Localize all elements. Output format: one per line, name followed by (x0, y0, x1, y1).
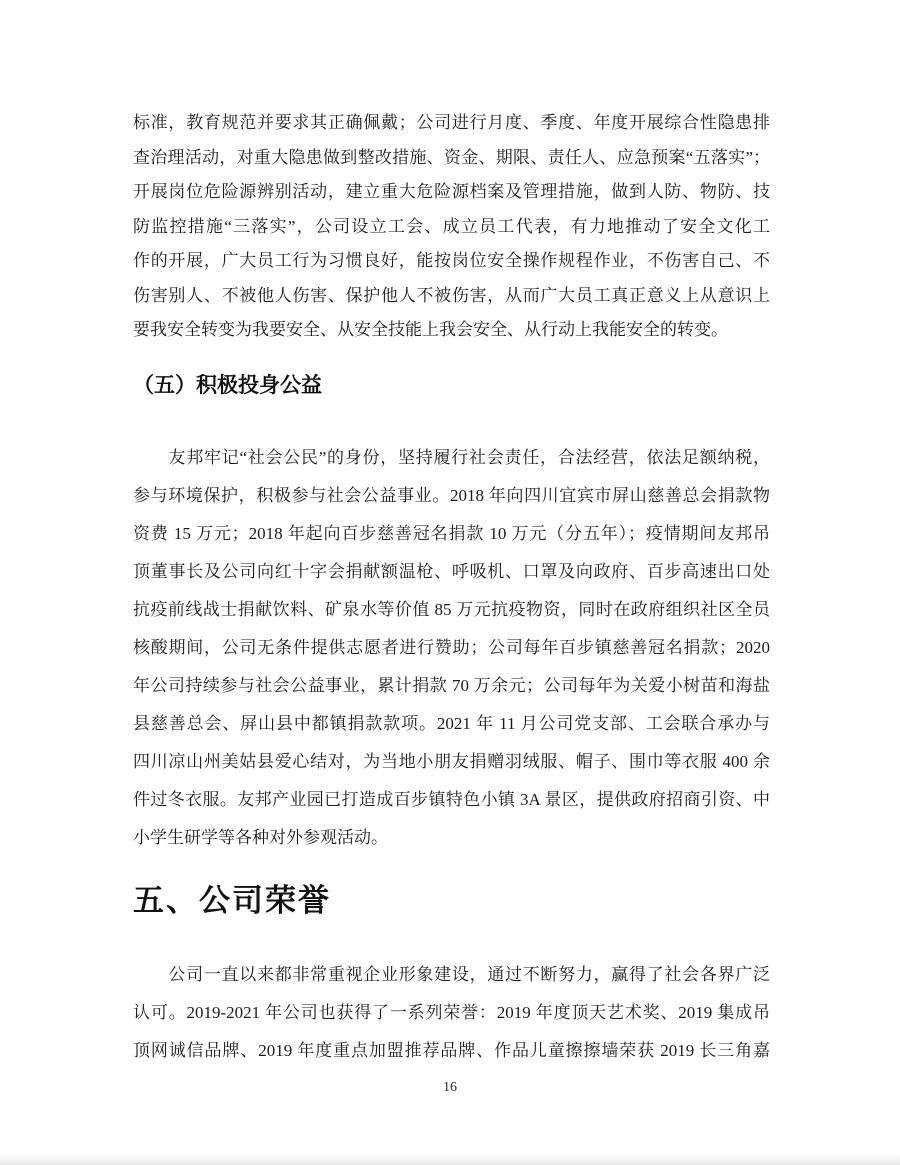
text-line: 小学生研学等各种对外参观活动。 (133, 828, 388, 847)
paragraph-company-honors (133, 956, 770, 1070)
page-number: 16 (443, 1080, 457, 1095)
text-line: 查治理活动，对重大隐患做到整改措施、资金、期限、责任人、应急预案“五落实”； (133, 147, 770, 167)
text-line: 要我安全转变为我要安全、从安全技能上我会安全、从行动上我能安全的转变。 (133, 320, 728, 339)
text-line: 友邦牢记“社会公民”的身份，坚持履行社会责任，合法经营，依法足额纳税， (133, 448, 770, 467)
paragraph-public-welfare (133, 439, 770, 857)
text-line: 公司一直以来都非常重视企业形象建设，通过不断努力，赢得了社会各界广泛 (133, 965, 770, 984)
text-line: 开展岗位危险源辨别活动，建立重大危险源档案及管理措施，做到人防、物防、技 (133, 182, 770, 201)
text-line: 核酸期间，公司无条件提供志愿者进行赞助；公司每年百步镇慈善冠名捐款；2020 (133, 638, 770, 657)
text-line: 作的开展，广大员工行为习惯良好，能按岗位安全操作规程作业，不伤害自己、不 (133, 251, 770, 270)
text-line: 参与环境保护，积极参与社会公益事业。2018 年向四川宜宾市屏山慈善总会捐款物 (133, 486, 770, 505)
text-line: 顶董事长及公司向红十字会捐献额温枪、呼吸机、口罩及向政府、百步高速出口处 (133, 562, 770, 581)
text-line: 资费 15 万元；2018 年起向百步慈善冠名捐款 10 万元（分五年）；疫情期间友邦吊 (133, 524, 770, 543)
text-line: 伤害别人、不被他人伤害、保护他人不被伤害，从而广大员工真正意义上从意识上 (133, 285, 770, 305)
text-line: 标准，教育规范并要求其正确佩戴；公司进行月度、季度、年度开展综合性隐患排 (133, 113, 770, 132)
text-line: 县慈善总会、屏山县中都镇捐款款项。2021 年 11 月公司党支部、工会联合承办与 (133, 714, 770, 733)
text-line: 顶网诚信品牌、2019 年度重点加盟推荐品牌、作品儿童擦擦墙荣获 2019 长三角嘉 (133, 1041, 770, 1060)
paragraph-safety-culture (133, 106, 770, 348)
text-line: 年公司持续参与社会公益事业，累计捐款 70 万余元；公司每年为关爱小树苗和海盐 (133, 676, 770, 695)
text-line: 件过冬衣服。友邦产业园已打造成百步镇特色小镇 3A 景区，提供政府招商引资、中 (133, 790, 770, 809)
section-heading-public-welfare: （五）积极投身公益 (133, 374, 322, 397)
scan-edge-artifact (0, 1153, 900, 1165)
chapter-heading-company-honors: 五、公司荣誉 (133, 883, 331, 918)
text-line: 四川凉山州美姑县爱心结对，为当地小朋友捐赠羽绒服、帽子、围巾等衣服 400 余 (133, 752, 770, 771)
text-line: 防监控措施“三落实”，公司设立工会、成立员工代表，有力地推动了安全文化工 (133, 216, 770, 236)
text-line: 抗疫前线战士捐献饮料、矿泉水等价值 85 万元抗疫物资，同时在政府组织社区全员 (133, 600, 770, 619)
text-line: 认可。2019-2021 年公司也获得了一系列荣誉：2019 年度顶天艺术奖、2019 集成吊 (133, 1003, 770, 1022)
